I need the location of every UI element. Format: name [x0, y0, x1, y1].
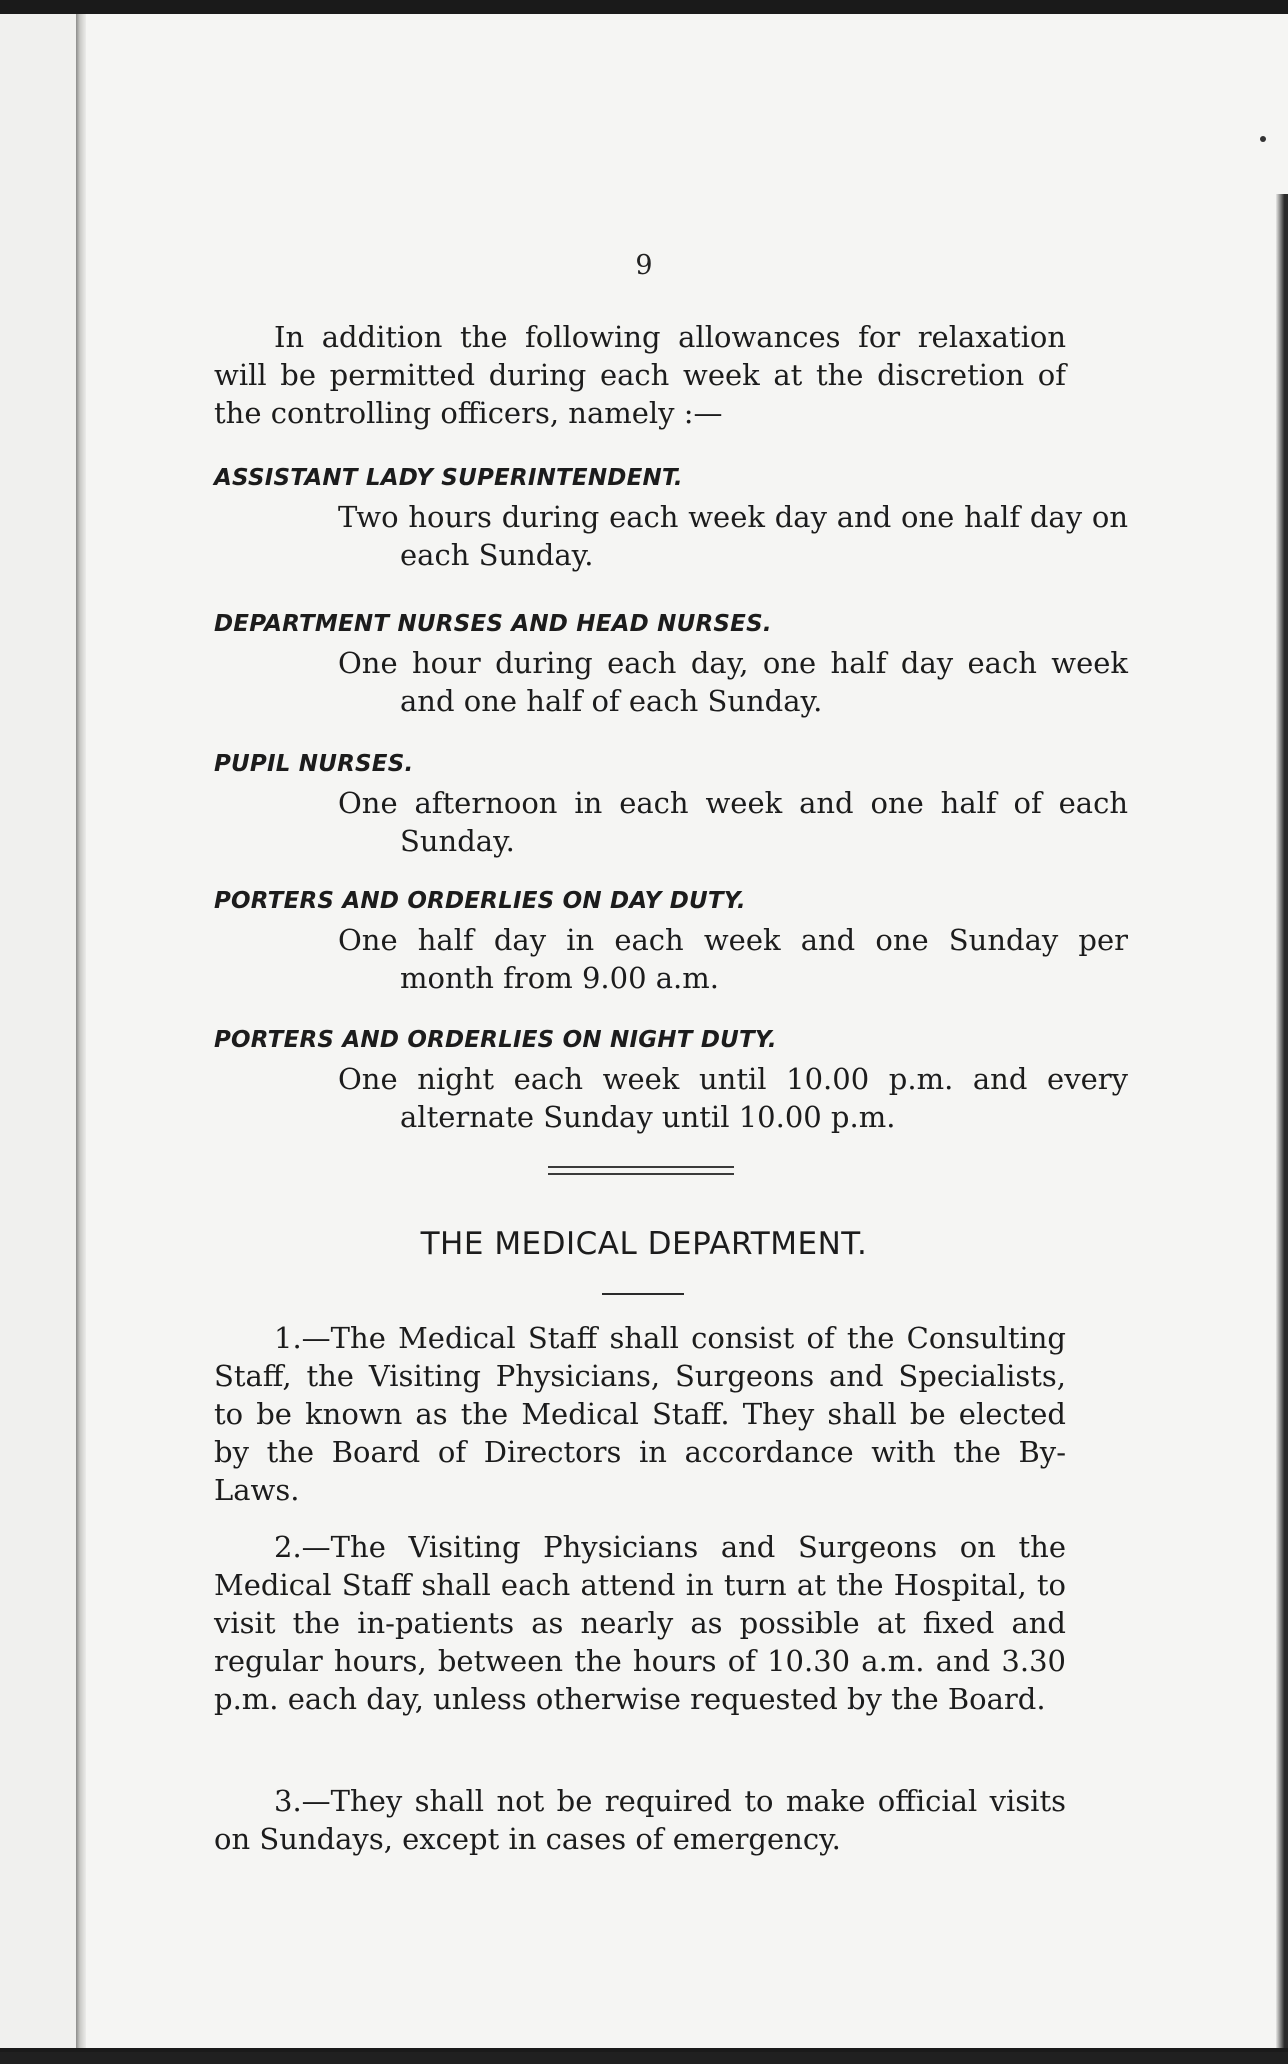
allowance-heading-department-nurses: DEPARTMENT NURSES AND HEAD NURSES. — [214, 611, 772, 637]
page-number: 9 — [635, 250, 653, 281]
allowance-text-department-nurses: One hour during each day, one half day each week and one half of each Sunday. — [338, 646, 1128, 718]
left-page-margin — [0, 14, 76, 2048]
allowance-text-pupil-nurses: One afternoon in each week and one half of each Sunday. — [338, 786, 1128, 858]
title-underline-rule — [602, 1293, 684, 1295]
section-divider-double-rule — [548, 1166, 734, 1175]
rule-1-text: 1.—The Medical Staff shall consist of the Consulting Staff, the Visiting Physicians, Surgeons and Specialists, to be known as the Medical Staff. They shall be elected by the Board of Directors in accordance with the By-Laws. — [214, 1321, 1066, 1507]
book-spine — [76, 14, 86, 2048]
allowance-heading-pupil-nurses: PUPIL NURSES. — [214, 751, 414, 777]
rule-3-text: 3.—They shall not be required to make official visits on Sundays, except in cases of emergency. — [214, 1784, 1066, 1856]
rule-3 — [214, 1782, 1066, 1858]
scan-bottom-edge — [0, 2052, 1288, 2064]
rule-1 — [214, 1319, 1066, 1509]
right-page-edge — [1276, 194, 1288, 2048]
department-title: THE MEDICAL DEPARTMENT. — [420, 1226, 868, 1262]
rule-2 — [214, 1528, 1066, 1718]
allowance-text-assistant-lady-superintendent: Two hours during each week day and one half day on each Sunday. — [338, 500, 1128, 572]
allowance-heading-porters-night-duty: PORTERS AND ORDERLIES ON NIGHT DUTY. — [214, 1027, 777, 1053]
intro-text: In addition the following allowances for relaxation will be permitted during each week at the discretion of the controlling officers, namely :— — [214, 320, 1066, 430]
allowance-text-porters-day-duty: One half day in each week and one Sunday per month from 9.00 a.m. — [338, 923, 1128, 995]
ink-speck — [1260, 136, 1266, 142]
allowance-heading-assistant-lady-superintendent: ASSISTANT LADY SUPERINTENDENT. — [214, 465, 683, 491]
allowance-text-porters-night-duty: One night each week until 10.00 p.m. and every alternate Sunday until 10.00 p.m. — [338, 1062, 1128, 1134]
allowance-heading-porters-day-duty: PORTERS AND ORDERLIES ON DAY DUTY. — [214, 888, 746, 914]
intro-paragraph — [214, 318, 1066, 432]
rule-2-text: 2.—The Visiting Physicians and Surgeons on the Medical Staff shall each attend in turn at the Hospital, to visit the in-patients as nearly as possible at fixed and regular hours, between the hours of 10.30 a.m. and 3.30 p.m. each day, unless otherwise requested by the Board. — [214, 1530, 1066, 1716]
book-page — [0, 14, 1288, 2048]
